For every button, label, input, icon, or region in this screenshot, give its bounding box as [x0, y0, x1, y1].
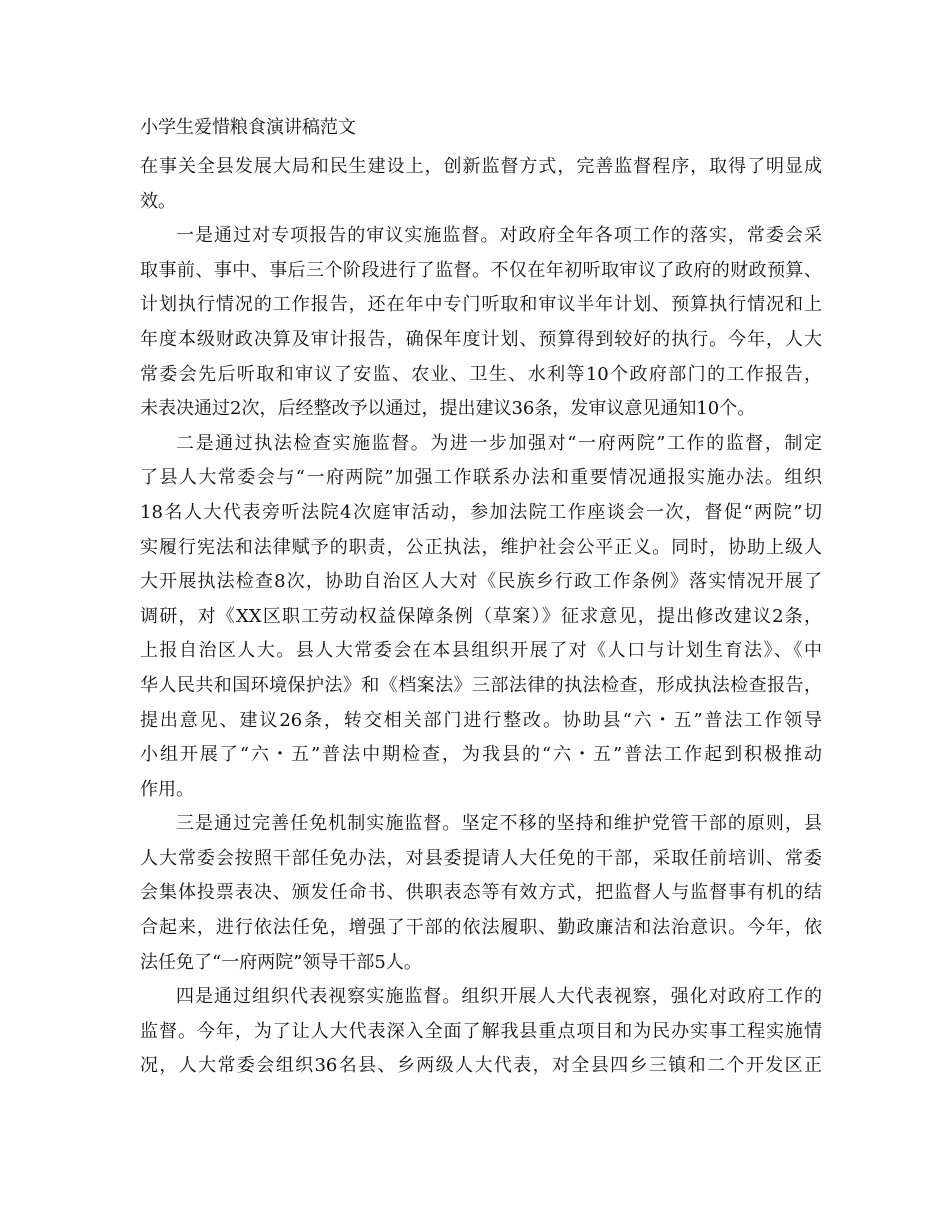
text-line: 大开展执法检查8次，协助自治区人大对《民族乡行政工作条例》落实情况开展了 — [140, 571, 822, 593]
text-line: 了县人大常委会与“一府两院”加强工作联系办法和重要情况通报实施办法。组织 — [140, 467, 822, 489]
text-line: 未表决通过2次，后经整改予以通过，提出建议36条，发审议意见通知10个。 — [140, 398, 756, 420]
text-line: 效。 — [140, 190, 176, 212]
text-line: 常委会先后听取和审议了安监、农业、卫生、水利等10个政府部门的工作报告， — [140, 363, 822, 385]
text-line: 一是通过对专项报告的审议实施监督。对政府全年各项工作的落实，常委会采 — [176, 225, 822, 247]
text-line: 人大常委会按照干部任免办法，对县委提请人大任免的干部，采取任前培训、常委 — [140, 847, 822, 869]
text-line: 法任免了“一府两院”领导干部5人。 — [140, 951, 422, 973]
text-line: 会集体投票表决、颁发任命书、供职表态等有效方式，把监督人与监督事有机的结 — [140, 882, 822, 904]
document-body — [140, 150, 822, 1084]
text-line: 在事关全县发展大局和民生建设上，创新监督方式，完善监督程序，取得了明显成 — [140, 156, 822, 177]
text-line: 取事前、事中、事后三个阶段进行了监督。不仅在年初听取审议了政府的财政预算、 — [140, 259, 822, 281]
text-line: 实履行宪法和法律赋予的职责，公正执法，维护社会公平正义。同时，协助上级人 — [140, 536, 822, 558]
text-line: 18名人大代表旁听法院4次庭审活动，参加法院工作座谈会一次，督促“两院”切 — [140, 501, 822, 523]
document-title: 小学生爱惜粮食演讲稿范文 — [140, 117, 356, 138]
text-line: 二是通过执法检查实施监督。为进一步加强对“一府两院”工作的监督，制定 — [176, 432, 822, 454]
text-line: 四是通过组织代表视察实施监督。组织开展人大代表视察，强化对政府工作的 — [176, 986, 822, 1008]
text-line: 华人民共和国环境保护法》和《档案法》三部法律的执法检查，形成执法检查报告， — [140, 674, 822, 696]
text-line: 调研，对《XX区职工劳动权益保障条例（草案）》征求意见，提出修改建议2条， — [140, 605, 822, 627]
text-line: 合起来，进行依法任免，增强了干部的依法履职、勤政廉洁和法治意识。今年，依 — [140, 917, 822, 939]
text-line: 小组开展了“六・五”普法中期检查，为我县的“六・五”普法工作起到积极推动 — [140, 744, 822, 766]
text-line: 作用。 — [140, 778, 194, 800]
text-line: 计划执行情况的工作报告，还在年中专门听取和审议半年计划、预算执行情况和上 — [140, 294, 822, 316]
text-line: 提出意见、建议26条，转交相关部门进行整改。协助县“六・五”普法工作领导 — [140, 709, 822, 731]
text-line: 监督。今年，为了让人大代表深入全面了解我县重点项目和为民办实事工程实施情 — [140, 1020, 822, 1042]
text-line: 年度本级财政决算及审计报告，确保年度计划、预算得到较好的执行。今年，人大 — [140, 328, 822, 350]
text-line: 三是通过完善任免机制实施监督。坚定不移的坚持和维护党管干部的原则，县 — [176, 813, 822, 835]
text-line: 况，人大常委会组织36名县、乡两级人大代表，对全县四乡三镇和二个开发区正 — [140, 1055, 822, 1077]
text-line: 上报自治区人大。县人大常委会在本县组织开展了对《人口与计划生育法》、《中 — [140, 640, 822, 662]
